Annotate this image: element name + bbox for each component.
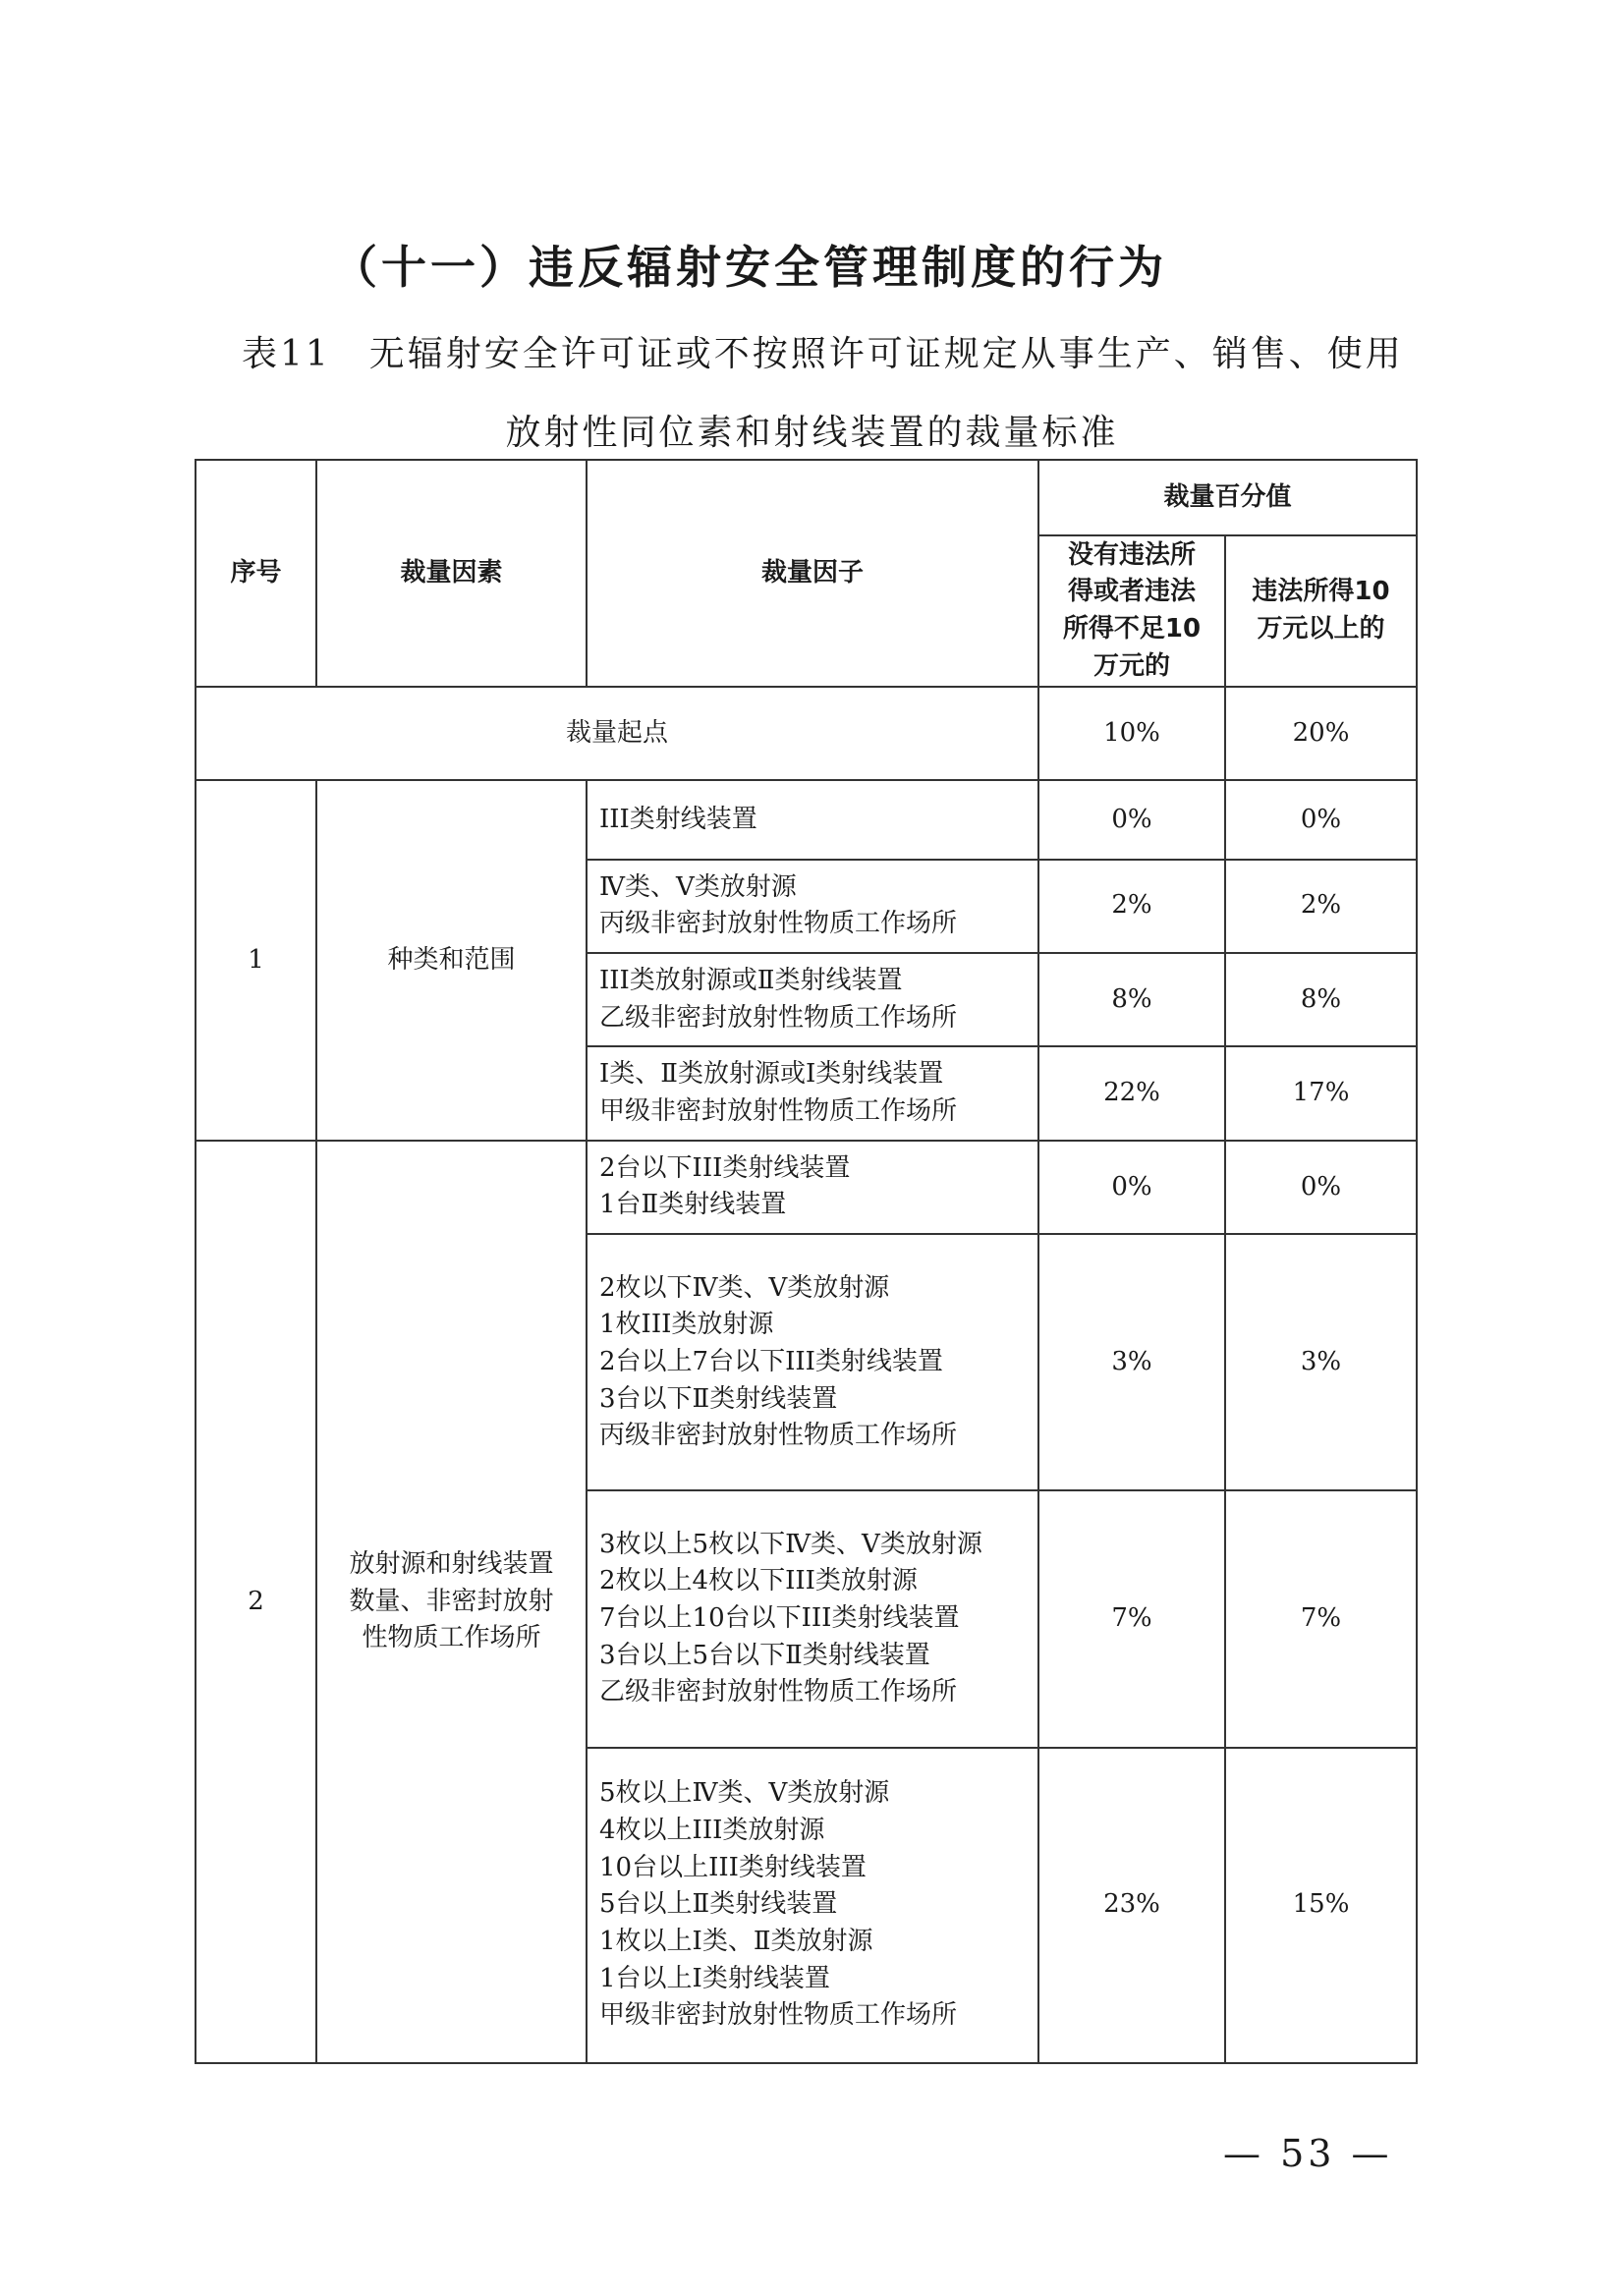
- header-percentage: 裁量百分值: [1038, 460, 1417, 535]
- header-col-a-line: 没有违法所: [1067, 539, 1196, 570]
- group-factor-line: 放射源和射线装置: [349, 1548, 554, 1579]
- start-row-value-a: 10%: [1038, 687, 1225, 780]
- sub-factor-line: 乙级非密封放射性物质工作场所: [599, 1677, 958, 1707]
- sub-factor-line: 7台以上10台以下III类射线装置: [599, 1603, 960, 1634]
- header-seq: 序号: [196, 460, 316, 687]
- group-factor: 种类和范围: [316, 780, 587, 1141]
- sub-factor-line: 5枚以上Ⅳ类、Ⅴ类放射源: [599, 1778, 890, 1809]
- value-cell-b: 7%: [1225, 1490, 1417, 1747]
- sub-factor-cell: [587, 1748, 1038, 2063]
- group-factor: [316, 1141, 587, 2063]
- sub-factor-line: 3台以下Ⅱ类射线装置: [599, 1383, 838, 1414]
- value-cell-b: 3%: [1225, 1234, 1417, 1490]
- sub-factor-line: III类放射源或Ⅱ类射线装置: [599, 965, 903, 995]
- sub-factor-cell: [587, 1490, 1038, 1747]
- sub-factor-cell: [587, 1141, 1038, 1234]
- sub-factor-line: 2台以上7台以下III类射线装置: [599, 1346, 943, 1376]
- value-cell-b: 15%: [1225, 1748, 1417, 2063]
- sanction-table: [195, 459, 1418, 2064]
- header-col-b-line: 违法所得10: [1252, 577, 1390, 607]
- header-col-b-line: 万元以上的: [1257, 614, 1385, 644]
- start-row-label: 裁量起点: [196, 687, 1038, 780]
- value-cell-b: 0%: [1225, 1141, 1417, 1234]
- sub-factor-line: 3台以上5台以下Ⅱ类射线装置: [599, 1640, 930, 1670]
- value-cell-a: 0%: [1038, 1141, 1225, 1234]
- sub-factor-cell: [587, 860, 1038, 953]
- sub-factor-line: Ⅳ类、Ⅴ类放射源: [599, 871, 797, 902]
- table-caption-line2: 放射性同位素和射线装置的裁量标准: [505, 413, 1119, 453]
- header-col-b: [1225, 535, 1417, 686]
- sub-factor-line: Ⅰ类、Ⅱ类放射源或Ⅰ类射线装置: [599, 1059, 944, 1090]
- sub-factor-line: 丙级非密封放射性物质工作场所: [599, 1421, 958, 1451]
- header-col-a-line: 得或者违法: [1067, 577, 1196, 607]
- section-heading: （十一）违反辐射安全管理制度的行为: [332, 241, 1167, 294]
- value-cell-b: 8%: [1225, 953, 1417, 1046]
- sub-factor-line: 甲级非密封放射性物质工作场所: [599, 1096, 958, 1127]
- sub-factor-line: 10台以上III类射线装置: [599, 1852, 867, 1882]
- header-factor: 裁量因素: [316, 460, 587, 687]
- start-row-value-b: 20%: [1225, 687, 1417, 780]
- sub-factor-line: 4枚以上III类放射源: [599, 1816, 825, 1846]
- table-row: [196, 780, 1417, 859]
- header-col-a-line: 万元的: [1092, 650, 1170, 681]
- sub-factor-line: 5台以上Ⅱ类射线装置: [599, 1889, 838, 1920]
- sub-factor-cell: [587, 780, 1038, 859]
- sub-factor-line: 1枚III类放射源: [599, 1310, 774, 1340]
- value-cell-a: 0%: [1038, 780, 1225, 859]
- sub-factor-cell: [587, 1046, 1038, 1140]
- sub-factor-line: 3枚以上5枚以下Ⅳ类、Ⅴ类放射源: [599, 1529, 982, 1559]
- value-cell-a: 23%: [1038, 1748, 1225, 2063]
- table-caption-line1: 表11 无辐射安全许可证或不按照许可证规定从事生产、销售、使用: [242, 334, 1404, 374]
- sub-factor-cell: [587, 953, 1038, 1046]
- value-cell-b: 17%: [1225, 1046, 1417, 1140]
- header-col-a: [1038, 535, 1225, 686]
- sub-factor-line: 1枚以上Ⅰ类、Ⅱ类放射源: [599, 1927, 873, 1957]
- sub-factor-line: 2枚以上4枚以下III类放射源: [599, 1566, 918, 1596]
- page-number: — 53 —: [1223, 2132, 1393, 2175]
- table-row: [196, 1141, 1417, 1234]
- sub-factor-line: 2台以下III类射线装置: [599, 1152, 851, 1183]
- sub-factor-line: 甲级非密封放射性物质工作场所: [599, 2000, 958, 2031]
- value-cell-b: 2%: [1225, 860, 1417, 953]
- group-seq: 1: [196, 780, 316, 1141]
- value-cell-b: 0%: [1225, 780, 1417, 859]
- value-cell-a: 22%: [1038, 1046, 1225, 1140]
- sub-factor-line: 乙级非密封放射性物质工作场所: [599, 1002, 958, 1033]
- value-cell-a: 3%: [1038, 1234, 1225, 1490]
- group-factor-line: 性物质工作场所: [362, 1623, 541, 1653]
- group-seq: 2: [196, 1141, 316, 2063]
- sub-factor-line: 1台以上Ⅰ类射线装置: [599, 1963, 830, 1993]
- header-sub-factor: 裁量因子: [587, 460, 1038, 687]
- header-col-a-line: 所得不足10: [1062, 614, 1202, 644]
- sub-factor-line: 丙级非密封放射性物质工作场所: [599, 909, 958, 939]
- group-factor-line: 数量、非密封放射: [349, 1586, 554, 1616]
- value-cell-a: 7%: [1038, 1490, 1225, 1747]
- sub-factor-line: 1台Ⅱ类射线装置: [599, 1190, 787, 1220]
- sub-factor-cell: [587, 1234, 1038, 1490]
- sub-factor-line: III类射线装置: [599, 804, 757, 834]
- sub-factor-line: 2枚以下Ⅳ类、Ⅴ类放射源: [599, 1272, 890, 1303]
- value-cell-a: 8%: [1038, 953, 1225, 1046]
- value-cell-a: 2%: [1038, 860, 1225, 953]
